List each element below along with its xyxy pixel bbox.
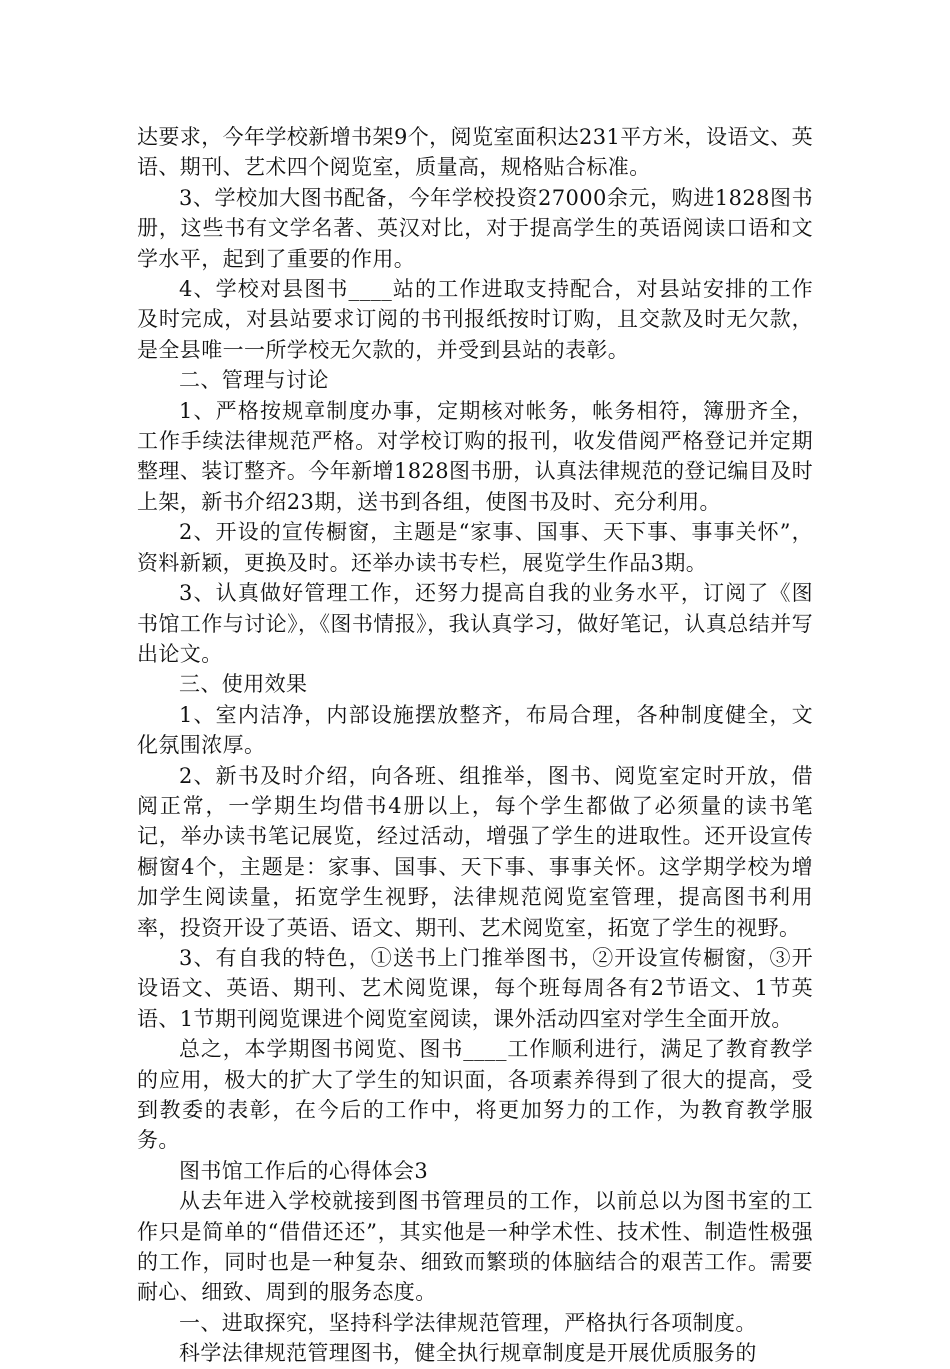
paragraph-management-3: 3、认真做好管理工作，还努力提高自我的业务水平，订阅了《图书馆工作与讨论》，《图书情报》，我认真学习，做好笔记，认真总结并写出论文。 (137, 581, 813, 666)
paragraph-intro: 从去年进入学校就接到图书管理员的工作，以前总以为图书室的工作只是简单的“借借还还”，其实他是一种学术性、技术性、制造性极强的工作，同时也是一种复杂、细致而繁琐的体脑结合的艰苦工作。需要耐心、细致、周到的服务态度。 (137, 1189, 813, 1305)
paragraph-management-2: 2、开设的宣传橱窗，主题是“家事、国事、天下事、事事关怀”，资料新颖，更换及时。还举办读书专栏，展览学生作品3期。 (137, 520, 813, 575)
paragraph-scientific-management: 科学法律规范管理图书，健全执行规章制度是开展优质服务的 (179, 1341, 757, 1366)
document-body (137, 122, 813, 1369)
paragraph-summary: 总之，本学期图书阅览、图书____工作顺利进行，满足了教育教学的应用，极大的扩大了学生的知识面，各项素养得到了很大的提高，受到教委的表彰，在今后的工作中，将更加努力的工作，为教育教学服务。 (137, 1037, 813, 1153)
paragraph-item-4-county-station: 4、学校对县图书____站的工作进取支持配合，对县站安排的工作及时完成，对县站要求订阅的书刊报纸按时订购，且交款及时无欠款，是全县唯一一所学校无欠款的，并受到县站的表彰。 (137, 277, 813, 362)
section-heading-management: 二、管理与讨论 (179, 368, 329, 393)
paragraph-effects-1: 1、室内洁净，内部设施摆放整齐，布局合理，各种制度健全，文化氛围浓厚。 (137, 702, 813, 758)
paragraph-continuation: 达要求，今年学校新增书架9个，阅览室面积达231平方米，设语文、英语、期刊、艺术四个阅览室，质量高，规格贴合标准。 (137, 125, 813, 180)
paragraph-management-1: 1、严格按规章制度办事，定期核对帐务，帐务相符，簿册齐全，工作手续法律规范严格。对学校订购的报刊，收发借阅严格登记并定期整理、装订整齐。今年新增1828图书册，认真法律规范的登记编目及时上架，新书介绍23期，送书到各组，使图书及时、充分利用。 (137, 398, 813, 514)
article-title-3: 图书馆工作后的心得体会3 (179, 1158, 429, 1183)
paragraph-item-3-book-purchase: 3、学校加大图书配备，今年学校投资27000余元，购进1828图书册，这些书有文学名著、英汉对比，对于提高学生的英语阅读口语和文学水平，起到了重要的作用。 (137, 185, 813, 271)
paragraph-effects-3: 3、有自我的特色，①送书上门推举图书，②开设宣传橱窗，③开设语文、英语、期刊、艺术阅览课，每个班每周各有2节语文、1节英语、1节期刊阅览课进个阅览室阅读，课外活动四室对学生全面开放。 (137, 945, 813, 1031)
section-heading-explore: 一、进取探究，坚持科学法律规范管理，严格执行各项制度。 (179, 1310, 757, 1335)
section-heading-effects: 三、使用效果 (179, 672, 308, 697)
paragraph-effects-2: 2、新书及时介绍，向各班、组推举，图书、阅览室定时开放，借阅正常，一学期生均借书4册以上，每个学生都做了必须量的读书笔记，举办读书笔记展览，经过活动，增强了学生的进取性。还开设宣传橱窗4个，主题是：家事、国事、天下事、事事关怀。这学期学校为增加学生阅读量，拓宽学生视野，法律规范阅览室管理，提高图书利用率，投资开设了英语、语文、期刊、艺术阅览室，拓宽了学生的视野。 (137, 763, 813, 940)
